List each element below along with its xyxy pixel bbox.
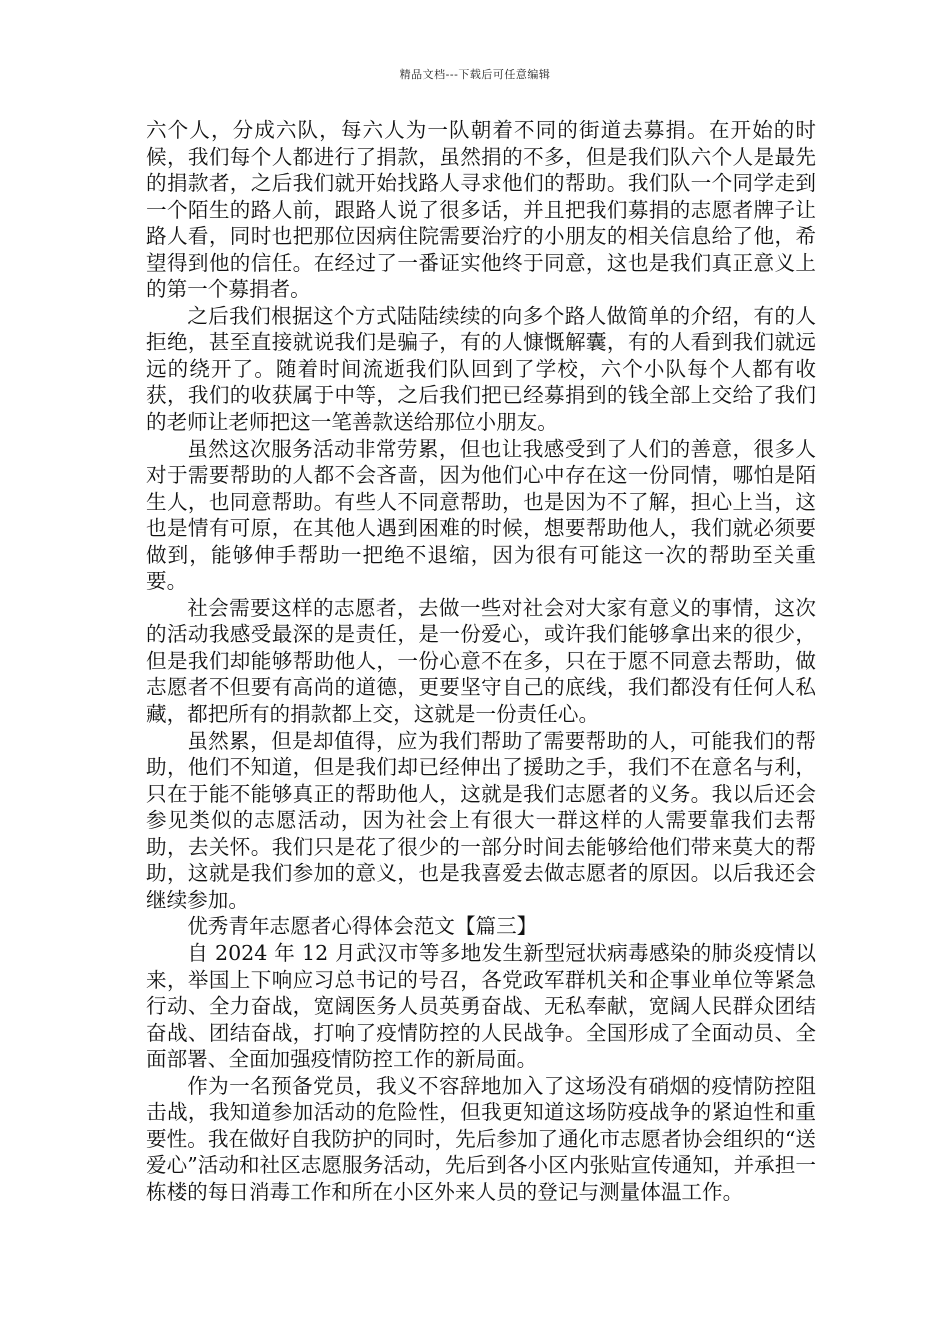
paragraph: 六个人，分成六队，每六人为一队朝着不同的街道去募捐。在开始的时候，我们每个人都进行了捐款，虽然捐的不多，但是我们队六个人是最先的捐款者，之后我们就开始找路人寻求他们的帮助。我们队一个同学走到一个陌生的路人前，跟路人说了很多话，并且把我们募捐的志愿者牌子让路人看，同时也把那位因病住院需要治疗的小朋友的相关信息给了他，希望得到他的信任。在经过了一番证实他终于同意，这也是我们真正意义上的第一个募捐者。: [146, 118, 816, 302]
paragraph: 之后我们根据这个方式陆陆续续的向多个路人做简单的介绍，有的人拒绝，甚至直接就说我们是骗子，有的人慷慨解囊，有的人看到我们就远远的绕开了。随着时间流逝我们队回到了学校，六个小队每个人都有收获，我们的收获属于中等，之后我们把已经募捐到的钱全部上交给了我们的老师让老师把这一笔善款送给那位小朋友。: [146, 303, 816, 435]
paragraph: 社会需要这样的志愿者，去做一些对社会对大家有意义的事情，这次的活动我感受最深的是责任，是一份爱心，或许我们能够拿出来的很少，但是我们却能够帮助他人，一份心意不在多，只在于愿不同意去帮助，做志愿者不但要有高尚的道德，更要坚守自己的底线，我们都没有任何人私藏，都把所有的捐款都上交，这就是一份责任心。: [146, 595, 816, 727]
page-header: 精品文档---下载后可任意编辑: [399, 68, 551, 81]
paragraph: 虽然这次服务活动非常劳累，但也让我感受到了人们的善意，很多人对于需要帮助的人都不会吝啬，因为他们心中存在这一份同情，哪怕是陌生人，也同意帮助。有些人不同意帮助，也是因为不了解，担心上当，这也是情有可原，在其他人遇到困难的时候，想要帮助他人，我们就必须要做到，能够伸手帮助一把绝不退缩，因为很有可能这一次的帮助至关重要。: [146, 436, 816, 594]
section-heading: 优秀青年志愿者心得体会范文【篇三】: [187, 914, 538, 939]
paragraph: 虽然累，但是却值得，应为我们帮助了需要帮助的人，可能我们的帮助，他们不知道，但是我们却已经伸出了援助之手，我们不在意名与利，只在于能不能够真正的帮助他人，这就是我们志愿者的义务。我以后还会参见类似的志愿活动，因为社会上有很大一群这样的人需要靠我们去帮助，去关怀。我们只是花了很少的一部分时间去能够给他们带来莫大的帮助，这就是我们参加的意义，也是我喜爱去做志愿者的原因。以后我还会继续参加。: [146, 728, 816, 912]
paragraph: 自 2024 年 12 月武汉市等多地发生新型冠状病毒感染的肺炎疫情以来，举国上下响应习总书记的号召，各党政军群机关和企事业单位等紧急行动、全力奋战，宽阔医务人员英勇奋战、无私奉献，宽阔人民群众团结奋战、团结奋战，打响了疫情防控的人民战争。全国形成了全面动员、全面部署、全面加强疫情防控工作的新局面。: [146, 940, 816, 1072]
document-body: [146, 117, 816, 1205]
paragraph: 作为一名预备党员，我义不容辞地加入了这场没有硝烟的疫情防控阻击战，我知道参加活动的危险性，但我更知道这场防疫战争的紧迫性和重要性。我在做好自我防护的同时，先后参加了通化市志愿者协会组织的“送爱心”活动和社区志愿服务活动，先后到各小区内张贴宣传通知，并承担一栋楼的每日消毒工作和所在小区外来人员的登记与测量体温工作。: [146, 1073, 816, 1204]
